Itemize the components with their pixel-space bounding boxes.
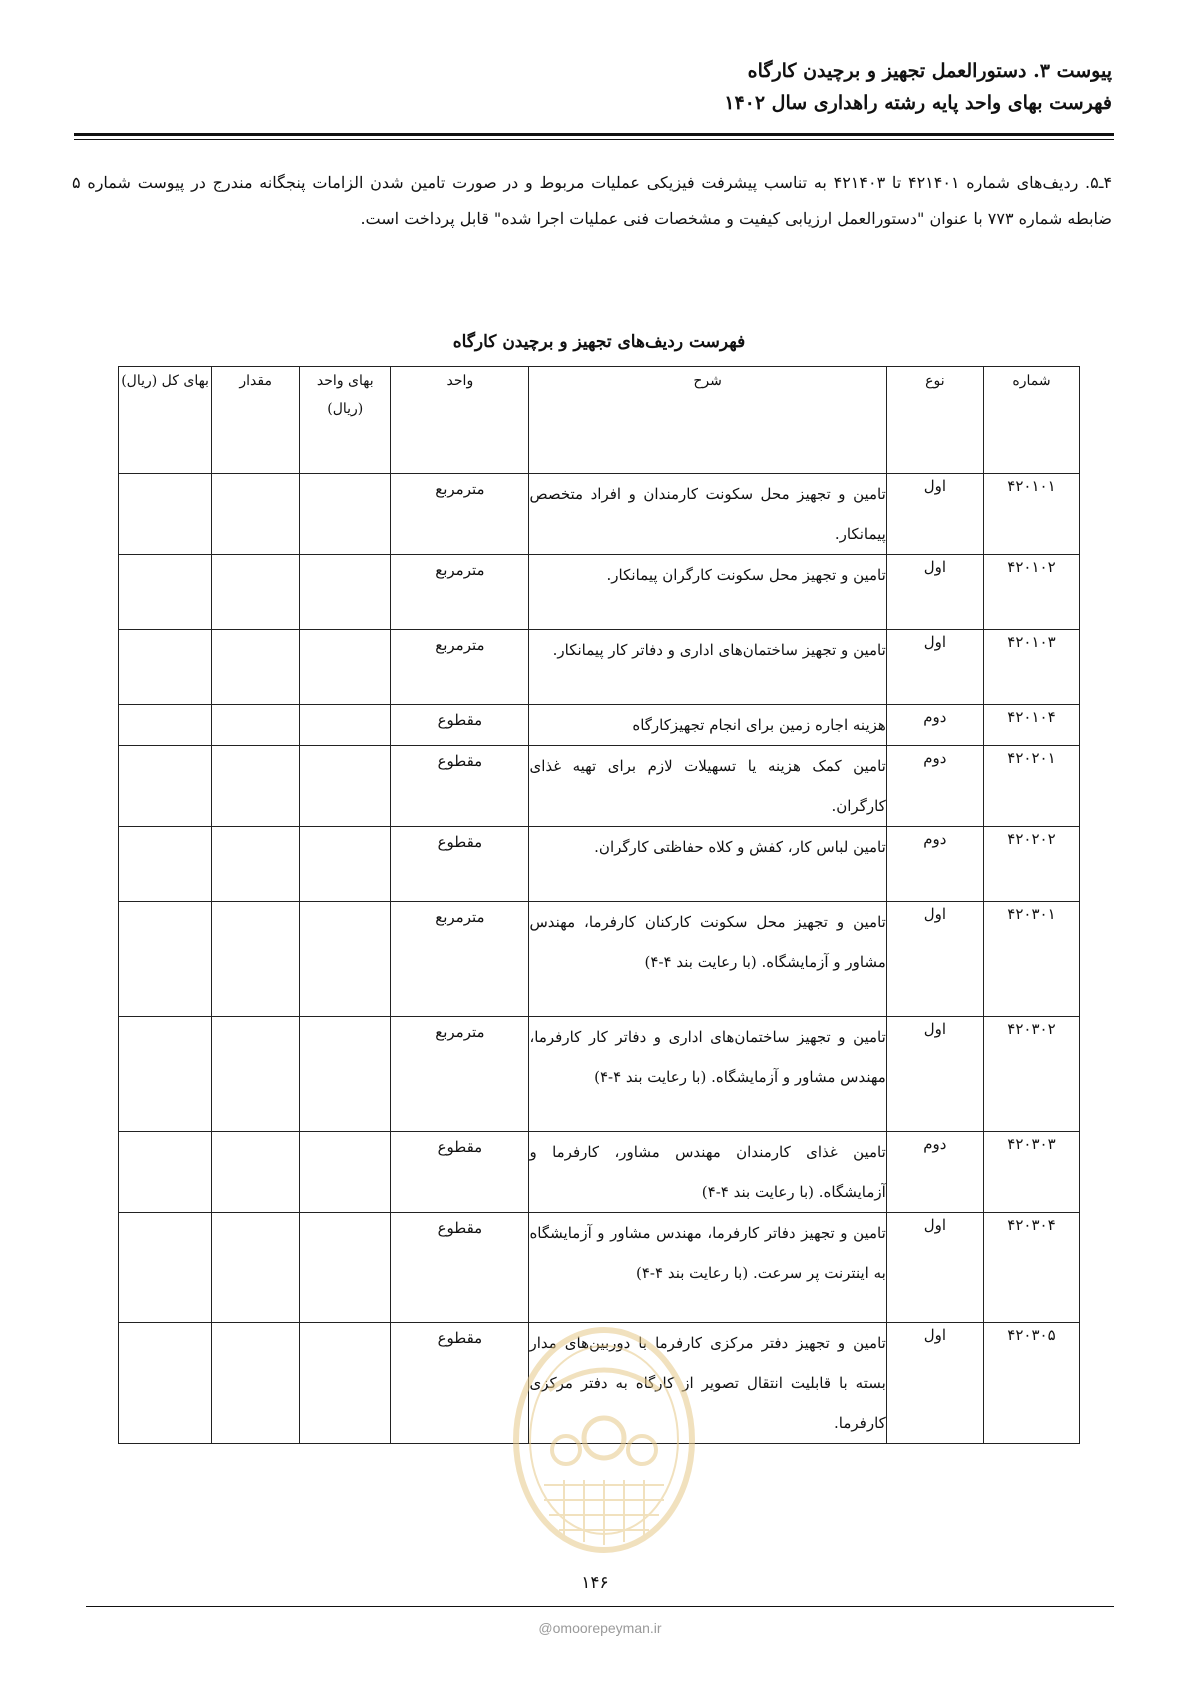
cell-description: تامین و تجهیز دفاتر کارفرما، مهندس مشاور و آزمایشگاه به اینترنت پر سرعت. (با رعایت بند ۴-۴) — [529, 1213, 886, 1323]
cell-total-price — [119, 902, 212, 1017]
table-row — [119, 705, 1080, 746]
cell-unit: مترمربع — [391, 902, 529, 1017]
cell-type: اول — [886, 1323, 983, 1444]
cell-unit: مترمربع — [391, 555, 529, 630]
cell-unit-price — [300, 827, 391, 902]
cell-number: ۴۲۰۳۰۳ — [983, 1132, 1079, 1213]
cell-total-price — [119, 1132, 212, 1213]
cell-description: تامین و تجهیز ساختمان‌های اداری و دفاتر کار کارفرما، مهندس مشاور و آزمایشگاه. (با رعایت بند ۴-۴) — [529, 1017, 886, 1132]
cell-unit: مقطوع — [391, 1213, 529, 1323]
header-rule-thin — [74, 139, 1114, 140]
header-title: پیوست ۳. دستورالعمل تجهیز و برچیدن کارگاه — [747, 60, 1112, 82]
cell-description: تامین لباس کار، کفش و کلاه حفاظتی کارگران. — [529, 827, 886, 902]
cell-quantity — [212, 902, 300, 1017]
cell-quantity — [212, 1017, 300, 1132]
cell-quantity — [212, 1213, 300, 1323]
cell-description: تامین غذای کارمندان مهندس مشاور، کارفرما و آزمایشگاه. (با رعایت بند ۴-۴) — [529, 1132, 886, 1213]
cell-type: دوم — [886, 746, 983, 827]
items-table — [118, 366, 1080, 1444]
cell-type: اول — [886, 902, 983, 1017]
table-header-row — [119, 367, 1080, 474]
header-description: شرح — [529, 367, 886, 474]
cell-total-price — [119, 746, 212, 827]
cell-number: ۴۲۰۲۰۲ — [983, 827, 1079, 902]
cell-quantity — [212, 555, 300, 630]
cell-total-price — [119, 474, 212, 555]
header-subtitle: فهرست بهای واحد پایه رشته راهداری سال ۱۴۰۲ — [724, 92, 1112, 114]
table-title: فهرست ردیف‌های تجهیز و برچیدن کارگاه — [452, 332, 746, 352]
watermark-seal-icon — [504, 1320, 704, 1565]
table-row — [119, 1132, 1080, 1213]
cell-unit: مترمربع — [391, 630, 529, 705]
cell-description: تامین و تجهیز محل سکونت کارگران پیمانکار. — [529, 555, 886, 630]
table-row — [119, 746, 1080, 827]
cell-description: تامین کمک هزینه یا تسهیلات لازم برای تهیه غذای کارگران. — [529, 746, 886, 827]
cell-type: اول — [886, 474, 983, 555]
cell-number: ۴۲۰۱۰۱ — [983, 474, 1079, 555]
cell-unit: مقطوع — [391, 705, 529, 746]
website-watermark: @omoorepeyman.ir — [538, 1620, 662, 1636]
cell-description: تامین و تجهیز محل سکونت کارکنان کارفرما، مهندس مشاور و آزمایشگاه. (با رعایت بند ۴-۴) — [529, 902, 886, 1017]
table-row — [119, 1213, 1080, 1323]
table-row — [119, 827, 1080, 902]
cell-total-price — [119, 1017, 212, 1132]
cell-type: اول — [886, 630, 983, 705]
cell-number: ۴۲۰۳۰۱ — [983, 902, 1079, 1017]
cell-unit: مترمربع — [391, 474, 529, 555]
cell-description: هزینه اجاره زمین برای انجام تجهیزکارگاه — [529, 705, 886, 746]
cell-unit-price — [300, 1323, 391, 1444]
cell-unit-price — [300, 555, 391, 630]
cell-quantity — [212, 1132, 300, 1213]
cell-unit: مقطوع — [391, 1323, 529, 1444]
cell-unit-price — [300, 474, 391, 555]
cell-quantity — [212, 705, 300, 746]
note-paragraph: ۴ـ۵. ردیف‌های شماره ۴۲۱۴۰۱ تا ۴۲۱۴۰۳ به تناسب پیشرفت فیزیکی عملیات مربوط و در صورت تامین شدن الزامات پنجگانه مندرج در پیوست شماره ۵ ضابطه شماره ۷۷۳ با عنوان "دستورالعمل ارزیابی کیفیت و مشخصات فنی عملیات اجرا شده" قابل پرداخت است. — [72, 173, 1113, 228]
cell-number: ۴۲۰۱۰۳ — [983, 630, 1079, 705]
page-header — [72, 56, 1112, 120]
cell-unit-price — [300, 902, 391, 1017]
cell-total-price — [119, 705, 212, 746]
table-row — [119, 902, 1080, 1017]
header-unit-price: بهای واحد (ریال) — [300, 367, 391, 474]
cell-type: دوم — [886, 827, 983, 902]
header-unit: واحد — [391, 367, 529, 474]
table-row — [119, 1017, 1080, 1132]
cell-number: ۴۲۰۱۰۲ — [983, 555, 1079, 630]
cell-quantity — [212, 630, 300, 705]
cell-type: اول — [886, 1017, 983, 1132]
header-quantity: مقدار — [212, 367, 300, 474]
cell-unit: مقطوع — [391, 827, 529, 902]
table-row — [119, 474, 1080, 555]
cell-unit: مترمربع — [391, 1017, 529, 1132]
cell-total-price — [119, 827, 212, 902]
footer-rule — [86, 1606, 1114, 1607]
cell-number: ۴۲۰۳۰۴ — [983, 1213, 1079, 1323]
cell-type: دوم — [886, 1132, 983, 1213]
header-number: شماره — [983, 367, 1079, 474]
cell-unit-price — [300, 705, 391, 746]
cell-unit-price — [300, 630, 391, 705]
cell-quantity — [212, 746, 300, 827]
cell-unit: مقطوع — [391, 746, 529, 827]
cell-description: تامین و تجهیز دفتر مرکزی کارفرما با دوربین‌های مدار بسته با قابلیت انتقال تصویر از کارگاه به دفتر مرکزی کارفرما. — [529, 1323, 886, 1444]
cell-type: اول — [886, 1213, 983, 1323]
cell-total-price — [119, 630, 212, 705]
cell-number: ۴۲۰۳۰۲ — [983, 1017, 1079, 1132]
cell-description: تامین و تجهیز ساختمان‌های اداری و دفاتر کار پیمانکار. — [529, 630, 886, 705]
cell-unit-price — [300, 1213, 391, 1323]
table-row — [119, 630, 1080, 705]
cell-unit: مقطوع — [391, 1132, 529, 1213]
cell-unit-price — [300, 1132, 391, 1213]
cell-number: ۴۲۰۱۰۴ — [983, 705, 1079, 746]
page-number: ۱۴۶ — [581, 1573, 609, 1593]
cell-number: ۴۲۰۳۰۵ — [983, 1323, 1079, 1444]
cell-type: اول — [886, 555, 983, 630]
table-row — [119, 555, 1080, 630]
cell-quantity — [212, 474, 300, 555]
cell-unit-price — [300, 746, 391, 827]
cell-number: ۴۲۰۲۰۱ — [983, 746, 1079, 827]
cell-total-price — [119, 1213, 212, 1323]
header-rule-thick — [74, 133, 1114, 136]
header-total-price: بهای کل (ریال) — [119, 367, 212, 474]
cell-total-price — [119, 555, 212, 630]
cell-type: دوم — [886, 705, 983, 746]
cell-total-price — [119, 1323, 212, 1444]
cell-description: تامین و تجهیز محل سکونت کارمندان و افراد متخصص پیمانکار. — [529, 474, 886, 555]
cell-quantity — [212, 827, 300, 902]
table-body — [119, 474, 1080, 1444]
cell-unit-price — [300, 1017, 391, 1132]
cell-quantity — [212, 1323, 300, 1444]
header-type: نوع — [886, 367, 983, 474]
